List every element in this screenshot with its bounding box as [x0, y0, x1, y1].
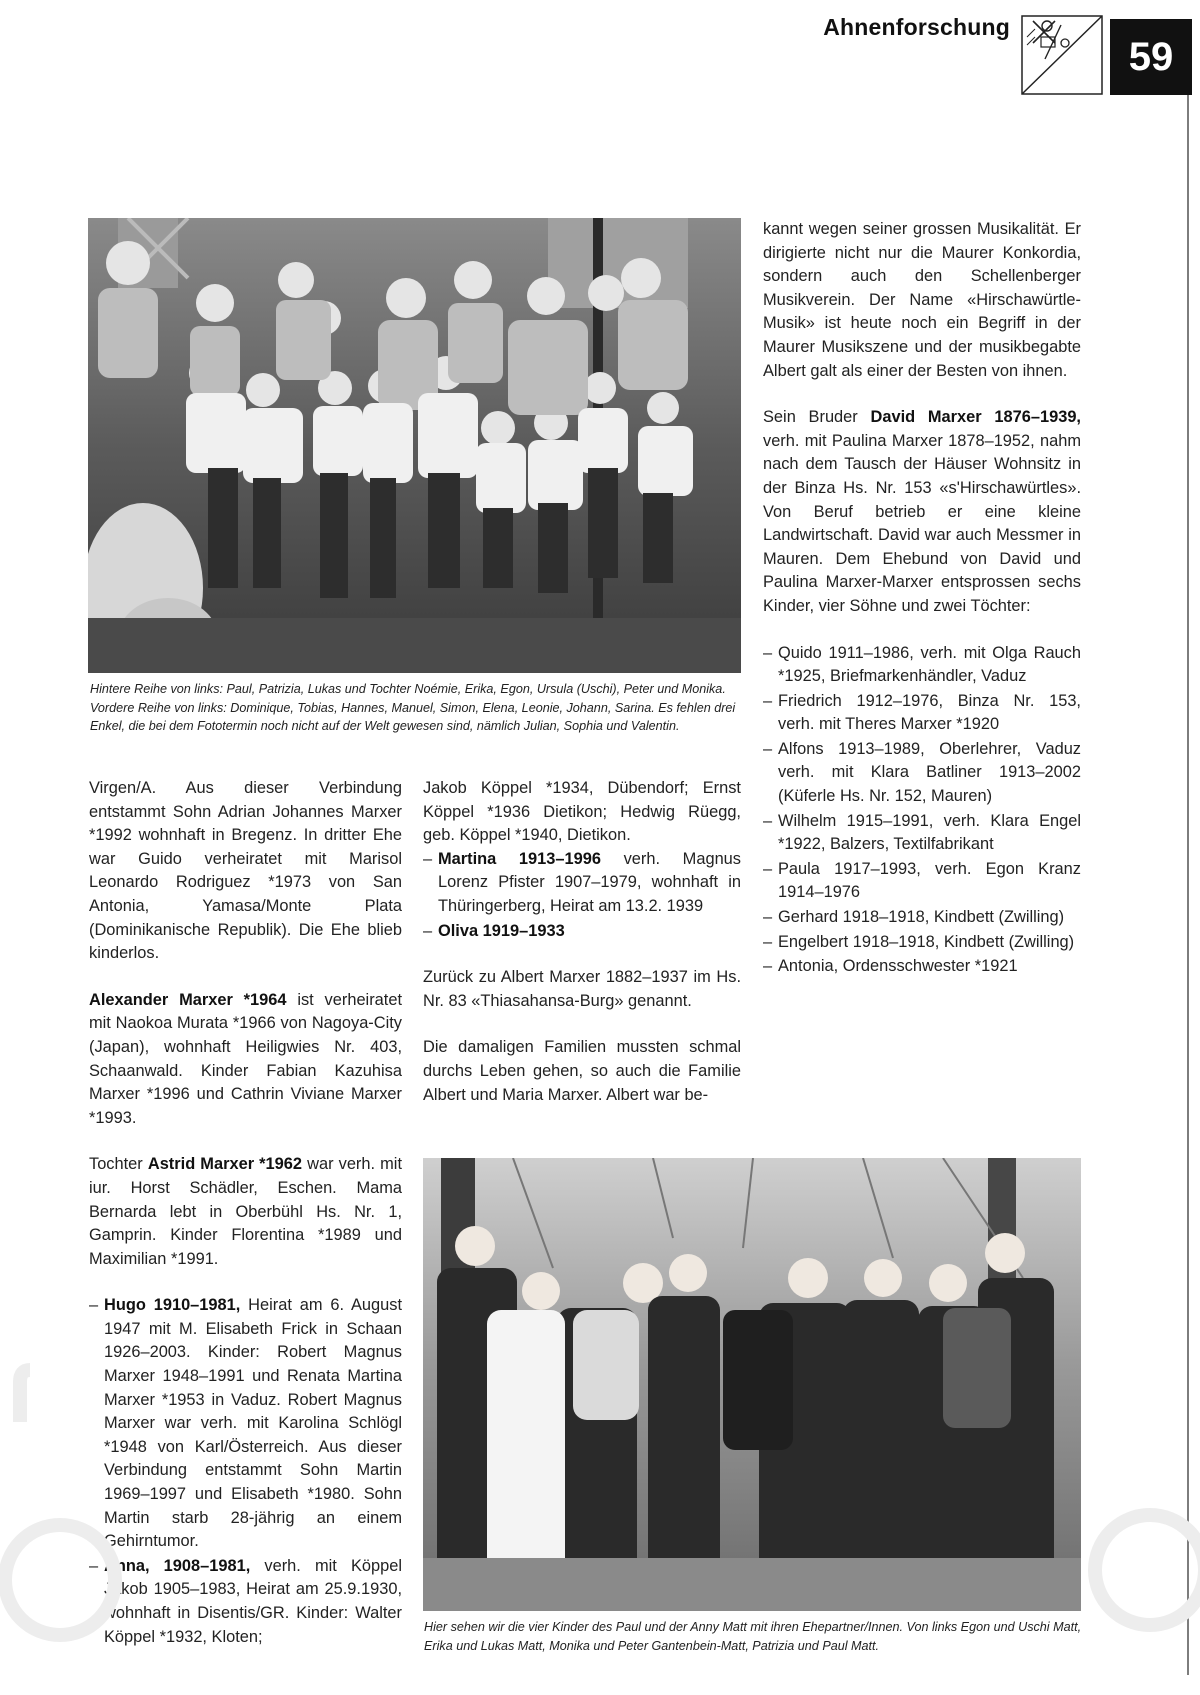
margin-rule	[1187, 95, 1189, 1675]
paragraph: kannt wegen seiner grossen Musikalität. Er dirigierte nicht nur die Maurer Konkordia, sondern auch den Schellenberger Musikverein. Der Name «Hirschawürtle-Musik» ist heute noch ein Begriff in der Maurer Musikszene und der musikbegabte Albert galt als einer der Besten von ihnen.	[763, 220, 1081, 380]
children-list	[423, 848, 741, 943]
paragraph: Die damaligen Familien mussten schmal durchs Leben gehen, so auch die Familie Albert und Maria Marxer. Albert war be-	[423, 1038, 741, 1104]
paragraph	[763, 406, 1081, 618]
list-item	[89, 1294, 402, 1554]
list-item	[423, 920, 741, 944]
paragraph: Jakob Köppel *1934, Dübendorf; Ernst Köppel *1936 Dietikon; Hedwig Rüegg, geb. Köppel *1940, Dietikon.	[423, 779, 741, 845]
paragraph: Zurück zu Albert Marxer 1882–1937 im Hs. Nr. 83 «Thiasahansa-Burg» genannt.	[423, 968, 741, 1010]
list-item: – Gerhard 1918–1918, Kindbett (Zwilling)	[763, 906, 1081, 930]
crest-icon	[1021, 15, 1103, 95]
list-item-text: Heirat am 6. August 1947 mit M. Elisabeth Frick in Schaan 1926–2003. Kinder: Robert Magnus Marxer 1948–1991 und Renata Martina Marxer *1953 in Vaduz. Robert Magnus Marxer war verh. mit Karolina Schlögl *1948 von Karl/Österreich. Aus dieser Verbindung entstammt Sohn Martin 1969–1997 und Elisabeth *1980. Sohn Martin starb 28-jährig an einem Gehirntumor.	[104, 1296, 403, 1551]
list-item: – Friedrich 1912–1976, Binza Nr. 153, verh. mit Theres Marxer *1920	[763, 690, 1081, 737]
column-right	[763, 218, 1081, 1002]
list-item	[89, 1555, 402, 1649]
column-middle	[423, 777, 741, 1130]
list-item: – Engelbert 1918–1918, Kindbett (Zwilling)	[763, 931, 1081, 955]
person-name: Oliva 1919–1933	[438, 921, 565, 940]
paragraph-text: ist verheiratet mit Naokoa Murata *1966 von Nagoya-City (Japan), wohnhaft Heiligwies Nr. 403, Schaanwald. Kinder Fabian Kazuhisa Marxer *1996 und Cathrin Viviane Marxer *1993.	[89, 990, 402, 1127]
family-photo-top	[88, 218, 741, 673]
section-title: Ahnenforschung	[823, 14, 1010, 40]
person-name: David Marxer 1876–1939,	[870, 408, 1081, 427]
list-item: – Quido 1911–1986, verh. mit Olga Rauch *1925, Briefmarkenhändler, Vaduz	[763, 642, 1081, 689]
list-item: – Alfons 1913–1989, Oberlehrer, Vaduz verh. mit Klara Batliner 1913–2002 (Küferle Hs. Nr. 152, Mauren)	[763, 738, 1081, 809]
photo-caption-bottom: Hier sehen wir die vier Kinder des Paul und der Anny Matt mit ihren Ehepartner/Innen. Von links Egon und Uschi Matt, Erika und Lukas Matt, Monika und Peter Gantenbein-Matt, Patrizia und Paul Matt.	[424, 1620, 1082, 1653]
page-number: 59	[1110, 19, 1192, 95]
photo-caption-top: Hintere Reihe von links: Paul, Patrizia, Lukas und Tochter Noémie, Erika, Egon, Ursula (Uschi), Peter und Monika. Vordere Reihe von links: Dominique, Tobias, Hannes, Manuel, Simon, Elena, Leonie, Johann, Sarina. Es fehlen drei Enkel, die bei dem Fototermin noch nicht auf der Welt gewesen sind, nämlich Julian, Sophia und Valentin.	[90, 682, 736, 733]
list-item: – Paula 1917–1993, verh. Egon Kranz 1914–1976	[763, 858, 1081, 905]
person-name: Hugo 1910–1981,	[104, 1296, 241, 1315]
list-item-text: verh. mit Köppel Jakob 1905–1983, Heirat am 25.9.1930, wohnhaft in Disentis/GR. Kinder: Walter Köppel *1932, Kloten;	[104, 1556, 402, 1646]
paragraph-text: Tochter	[89, 1155, 148, 1174]
person-name: Anna, 1908–1981,	[104, 1556, 251, 1575]
person-name: Astrid Marxer *1962	[147, 1155, 303, 1174]
list-item	[423, 848, 741, 919]
person-name: Martina 1913–1996	[438, 849, 601, 868]
list-item: – Wilhelm 1915–1991, verh. Klara Engel *1922, Balzers, Textilfabrikant	[763, 810, 1081, 857]
paragraph	[89, 1153, 402, 1271]
person-name: Alexander Marxer *1964	[89, 990, 287, 1009]
column-left	[89, 777, 402, 1672]
paragraph: Virgen/A. Aus dieser Verbindung entstammt Sohn Adrian Johannes Marxer *1992 wohnhaft in Bregenz. In dritter Ehe war Guido verheiratet mit Marisol Leonardo Rodriguez *1973 von San Antonia, Yamasa/Monte Plata (Dominikanische Republik). Die Ehe blieb kinderlos.	[89, 779, 402, 963]
family-photo-bottom	[423, 1158, 1081, 1611]
paragraph	[89, 989, 402, 1131]
paragraph-text: war verh. mit iur. Horst Schädler, Eschen. Mama Bernarda lebt in Oberbühl Hs. Nr. 1, Gamprin. Kinder Florentina *1989 und Maximilian *1991.	[89, 1155, 403, 1268]
children-list	[763, 642, 1081, 979]
paragraph-text: verh. mit Paulina Marxer 1878–1952, nahm nach dem Tausch der Häuser Wohnsitz in der Binza Hs. Nr. 153 «s'Hirschawürtles». Von Beruf betrieb er eine kleine Landwirtschaft. David war auch Messmer in Mauren. Dem Ehebund von David und Paulina Marxer-Marxer entsprossen sechs Kinder, vier Söhne und zwei Töchter:	[763, 431, 1081, 615]
list-item-text: verh. Magnus Lorenz Pfister 1907–1979, wohnhaft in Thüringerberg, Heirat am 13.2. 1939	[438, 849, 741, 915]
children-list	[89, 1294, 402, 1649]
list-item: – Antonia, Ordensschwester *1921	[763, 955, 1081, 979]
paragraph-text: Sein Bruder	[763, 408, 871, 427]
